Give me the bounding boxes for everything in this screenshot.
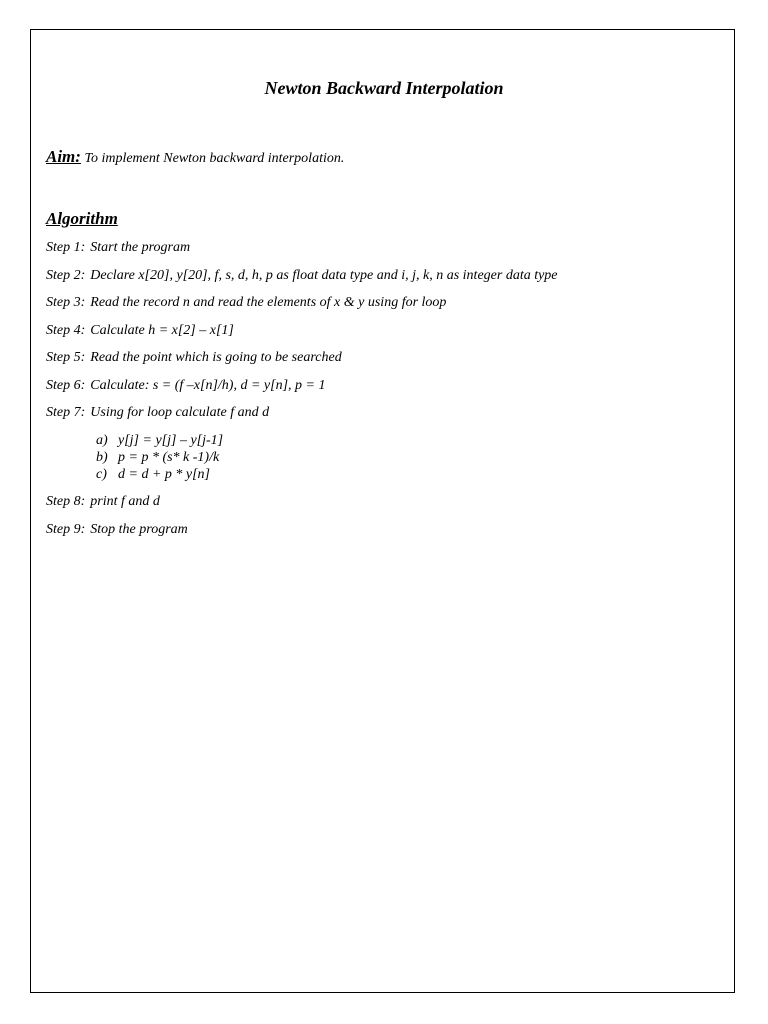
- step-label: Step 7:: [46, 405, 86, 420]
- step-text: Start the program: [90, 240, 191, 255]
- aim-section: [46, 147, 344, 167]
- step-text: Read the point which is going to be searched: [90, 350, 342, 365]
- step-label: Step 1:: [46, 240, 86, 255]
- aim-label: Aim:: [46, 147, 81, 166]
- step-8: [46, 494, 160, 510]
- aim-text: To implement Newton backward interpolation.: [84, 151, 345, 166]
- sub-step-a: [96, 433, 223, 449]
- page-title: Newton Backward Interpolation: [264, 78, 504, 98]
- step-text: Using for loop calculate f and d: [90, 405, 270, 420]
- step-text: Calculate: s = (f –x[n]/h), d = y[n], p = 1: [90, 378, 326, 393]
- step-3: [46, 295, 446, 311]
- step-label: Step 3:: [46, 295, 86, 310]
- step-6: [46, 378, 325, 394]
- sub-step-b: [96, 450, 219, 466]
- page-border: [30, 29, 735, 993]
- step-label: Step 4:: [46, 323, 86, 338]
- sub-step-text: y[j] = y[j] – y[j-1]: [118, 433, 224, 448]
- step-label: Step 6:: [46, 378, 86, 393]
- step-label: Step 2:: [46, 268, 86, 283]
- algorithm-heading: Algorithm: [46, 209, 118, 228]
- step-label: Step 8:: [46, 494, 86, 509]
- step-text: Read the record n and read the elements of x & y using for loop: [90, 295, 447, 310]
- step-text: Stop the program: [90, 522, 188, 537]
- sub-step-c: [96, 467, 210, 483]
- step-5: [46, 350, 342, 366]
- step-text: Calculate h = x[2] – x[1]: [90, 323, 234, 338]
- step-text: print f and d: [90, 494, 160, 509]
- step-label: Step 5:: [46, 350, 86, 365]
- step-text: Declare x[20], y[20], f, s, d, h, p as float data type and i, j, k, n as integer data type: [90, 268, 558, 283]
- step-label: Step 9:: [46, 522, 86, 537]
- sub-step-marker: a): [96, 433, 108, 448]
- step-1: [46, 240, 190, 256]
- step-4: [46, 323, 234, 339]
- sub-step-text: p = p * (s* k -1)/k: [118, 450, 220, 465]
- sub-step-marker: c): [96, 467, 107, 482]
- sub-step-text: d = d + p * y[n]: [118, 467, 211, 482]
- step-2: [46, 268, 558, 284]
- sub-step-marker: b): [96, 450, 108, 465]
- step-7: [46, 405, 269, 421]
- step-9: [46, 522, 188, 538]
